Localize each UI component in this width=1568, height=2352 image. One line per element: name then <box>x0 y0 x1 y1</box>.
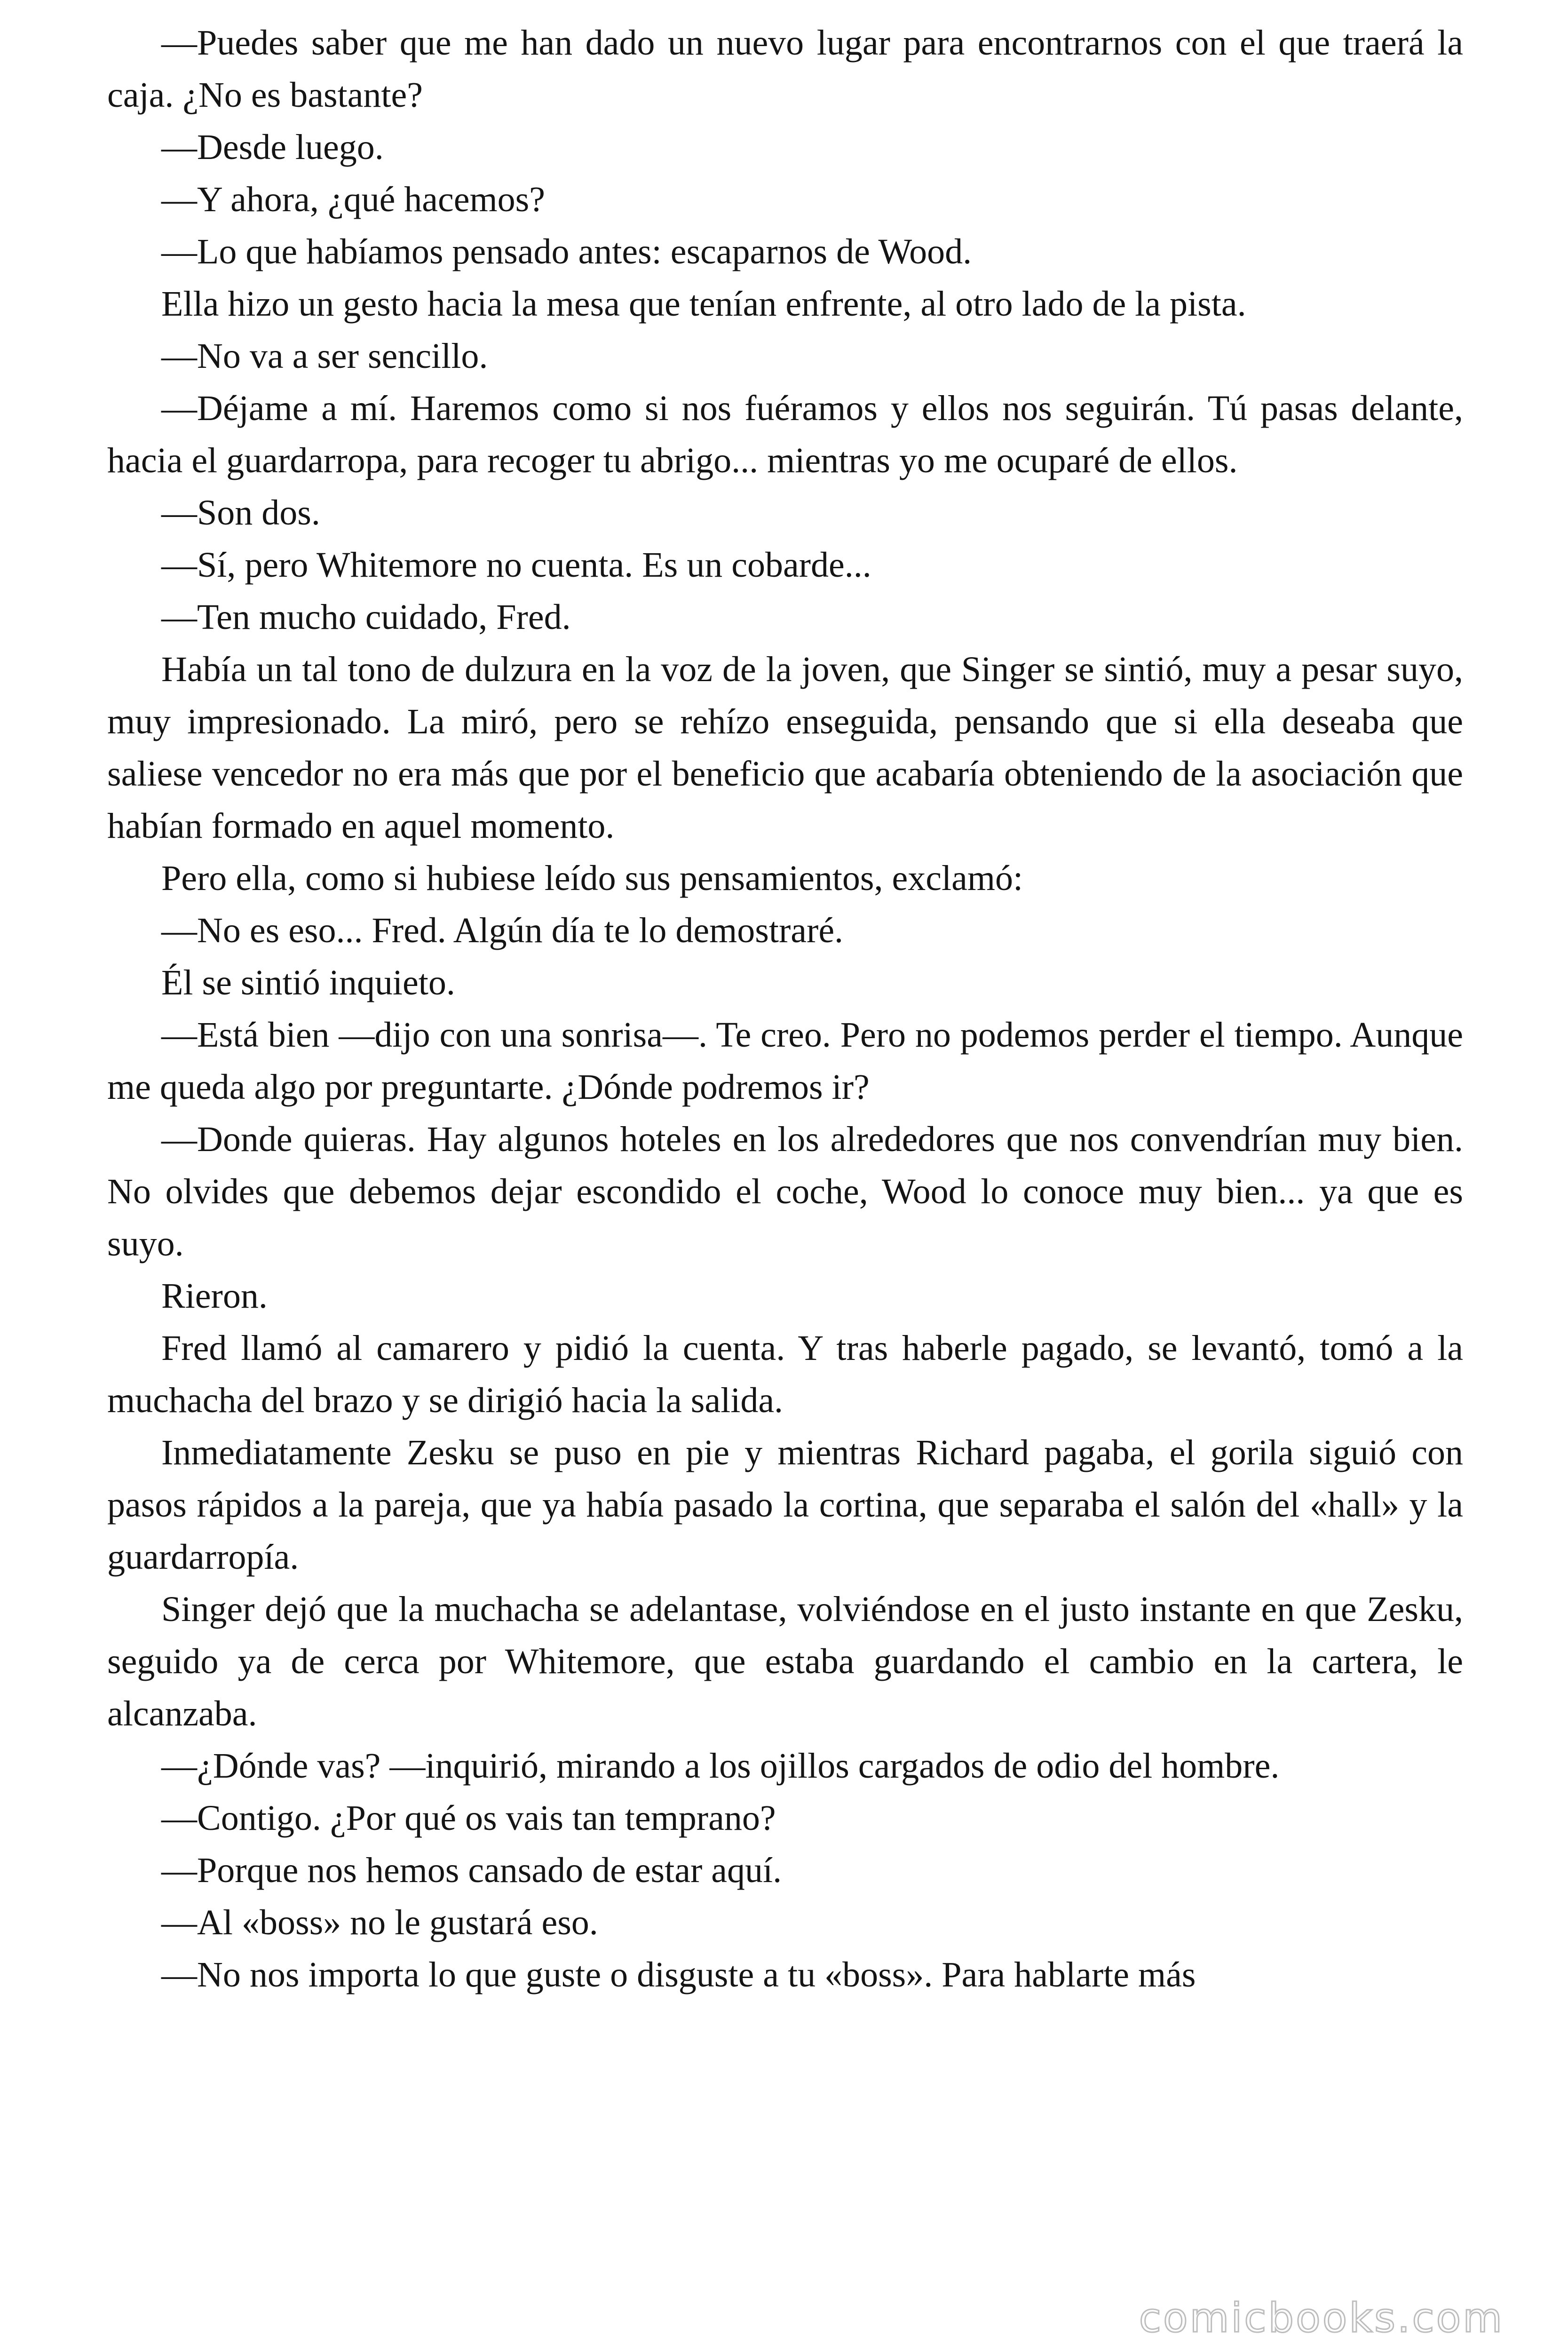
paragraph: —No es eso... Fred. Algún día te lo demostraré. <box>161 911 844 950</box>
paragraph: —Ten mucho cuidado, Fred. <box>161 597 571 637</box>
paragraph: Fred llamó al camarero y pidió la cuenta. Y tras haberle pagado, se levantó, tomó a la muchacha del brazo y se dirigió hacia la salida. <box>107 1328 1463 1420</box>
paragraph: —Porque nos hemos cansado de estar aquí. <box>161 1851 782 1890</box>
paragraph: —Lo que habíamos pensado antes: escaparnos de Wood. <box>161 232 972 271</box>
paragraph: Singer dejó que la muchacha se adelantase, volviéndose en el justo instante en que Zesku, seguido ya de cerca por Whitemore, que estaba guardando el cambio en la cartera, le alcanzaba. <box>107 1589 1463 1733</box>
paragraph: Había un tal tono de dulzura en la voz de la joven, que Singer se sintió, muy a pesar suyo, muy impresionado. La miró, pero se rehízo enseguida, pensando que si ella deseaba que saliese vencedor no era más que por el beneficio que acabaría obteniendo de la asociación que habían formado en aquel momento. <box>107 650 1463 846</box>
paragraph: —Contigo. ¿Por qué os vais tan temprano? <box>161 1798 776 1838</box>
paragraph: —¿Dónde vas? —inquirió, mirando a los ojillos cargados de odio del hombre. <box>161 1746 1280 1786</box>
paragraph: —Son dos. <box>161 493 320 532</box>
paragraph: Ella hizo un gesto hacia la mesa que tenían enfrente, al otro lado de la pista. <box>161 284 1246 324</box>
paragraph: —Déjame a mí. Haremos como si nos fuéramos y ellos nos seguirán. Tú pasas delante, hacia el guardarropa, para recoger tu abrigo... mientras yo me ocuparé de ellos. <box>107 389 1463 480</box>
paragraph: —Donde quieras. Hay algunos hoteles en los alrededores que nos convendrían muy bien. No olvides que debemos dejar escondido el coche, Wood lo conoce muy bien... ya que es suyo. <box>107 1120 1463 1263</box>
paragraph: —Y ahora, ¿qué hacemos? <box>161 180 545 219</box>
paragraph: —No nos importa lo que guste o disguste a tu «boss». Para hablarte más <box>161 1955 1196 1994</box>
paragraph: Él se sintió inquieto. <box>161 963 455 1002</box>
paragraph: Rieron. <box>161 1276 268 1316</box>
paragraph: —Desde luego. <box>161 127 384 167</box>
paragraph: —Puedes saber que me han dado un nuevo lugar para encontrarnos con el que traerá la caja. ¿No es bastante? <box>107 23 1463 115</box>
paragraph: —No va a ser sencillo. <box>161 336 488 376</box>
paragraph: —Está bien —dijo con una sonrisa—. Te creo. Pero no podemos perder el tiempo. Aunque me queda algo por preguntarte. ¿Dónde podremos ir? <box>107 1015 1463 1107</box>
watermark-logo: comicbooks.com <box>1139 2295 1504 2342</box>
paragraph: —Al «boss» no le gustará eso. <box>161 1903 598 1942</box>
paragraph: —Sí, pero Whitemore no cuenta. Es un cobarde... <box>161 545 871 585</box>
book-page-text <box>107 17 1463 2001</box>
paragraph: Inmediatamente Zesku se puso en pie y mientras Richard pagaba, el gorila siguió con pasos rápidos a la pareja, que ya había pasado la cortina, que separaba el salón del «hall» y la guardarropía. <box>107 1433 1463 1577</box>
paragraph: Pero ella, como si hubiese leído sus pensamientos, exclamó: <box>161 858 1023 898</box>
